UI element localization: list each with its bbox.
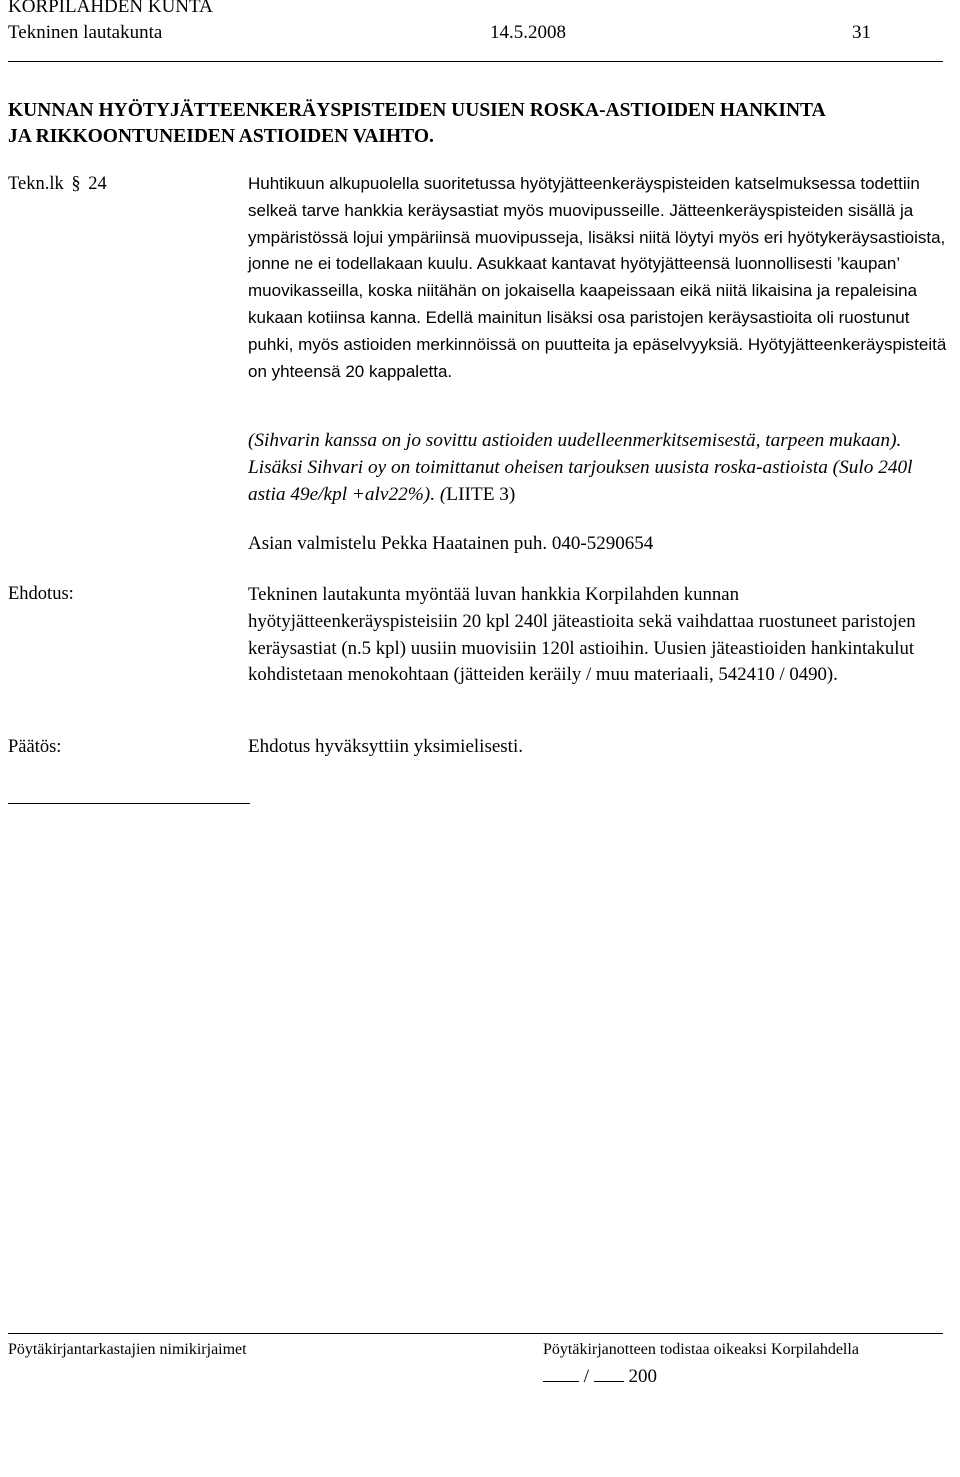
header-org: KORPILAHDEN KUNTA bbox=[8, 0, 213, 17]
section-number: 24 bbox=[88, 174, 107, 194]
date-slash: / bbox=[583, 1366, 590, 1387]
attachment-reference: LIITE 3) bbox=[446, 483, 516, 505]
proposal-text: Tekninen lautakunta myöntää luvan hankkia Korpilahden kunnan hyötyjätteenkeräyspisteisiin 20 kpl 240l jäteastioita sekä vaihdattaa ruostuneet paristojen keräysastiat (n.5 kpl) uusiin muovisiin 120l astioihin. Uusien jäteastioiden hankintakulut kohdistetaan menokohtaan (jätteiden keräily / muu materiaali, 542410 / 0490). bbox=[248, 584, 916, 686]
footer-rule bbox=[8, 1333, 943, 1334]
header-committee: Tekninen lautakunta bbox=[8, 22, 163, 43]
offer-paragraph bbox=[248, 428, 948, 508]
document-title-line-2: JA RIKKOONTUNEIDEN ASTIOIDEN VAIHTO. bbox=[8, 126, 434, 147]
proposal-label: Ehdotus: bbox=[8, 584, 74, 604]
header-date: 14.5.2008 bbox=[490, 22, 566, 43]
year-prefix: 200 bbox=[628, 1366, 658, 1387]
footer-date-blank bbox=[543, 1363, 657, 1388]
offer-paragraph-text: (Sihvarin kanssa on jo sovittu astioiden uudelleenmerkitsemisestä, tarpeen mukaan). Lisäksi Sihvari oy on toimittanut oheisen tarjouksen uusista roska-astioista (Sulo 240l astia 49e/kpl +alv22%). ( bbox=[248, 430, 913, 505]
preparer-line: Asian valmistelu Pekka Haatainen puh. 040-5290654 bbox=[248, 533, 654, 554]
decision-text: Ehdotus hyväksyttiin yksimielisesti. bbox=[248, 736, 523, 757]
document-title-line-1: KUNNAN HYÖTYJÄTTEENKERÄYSPISTEIDEN UUSIEN ROSKA-ASTIOIDEN HANKINTA bbox=[8, 100, 826, 121]
offer-paragraph-block bbox=[248, 428, 948, 508]
proposal-block bbox=[248, 582, 948, 689]
section-ref-prefix: Tekn.lk bbox=[8, 174, 64, 194]
main-paragraph-block bbox=[248, 171, 948, 385]
decision-label: Päätös: bbox=[8, 737, 62, 757]
month-blank bbox=[594, 1363, 624, 1382]
footer-left-label: Pöytäkirjantarkastajien nimikirjaimet bbox=[8, 1341, 247, 1358]
header-rule bbox=[8, 61, 943, 62]
decision-end-rule bbox=[8, 803, 250, 804]
header-page-number: 31 bbox=[852, 22, 871, 43]
main-paragraph: Huhtikuun alkupuolella suoritetussa hyötyjätteenkeräyspisteiden katselmuksessa todettiin selkeä tarve hankkia keräysastiat myös muovipusseille. Jätteenkeräyspisteiden sisällä ja ympäristössä lojui ympäriinsä muovipusseja, lisäksi niitä löytyi myös eri hyötykeräysastioista, jonne ne ei todellakaan kuulu. Asukkaat kantavat hyötyjätteensä luonnollisesti ’kaupan’ muovikasseilla, koska niitähän on jokaisella kaapeissaan eikä niitä likaisina ja repaleisina kukaan kotiinsa kanna. Edellä mainitun lisäksi osa paristojen keräysastioita oli ruostunut puhki, myös astioiden merkinnöissä on puutteita ja epäselvyyksiä. Hyötyjätteenkeräyspisteitä on yhteensä 20 kappaletta. bbox=[248, 174, 947, 381]
footer-right-label: Pöytäkirjanotteen todistaa oikeaksi Korpilahdella bbox=[543, 1341, 859, 1358]
section-sign: § bbox=[71, 174, 81, 194]
section-reference bbox=[8, 173, 107, 195]
day-blank bbox=[543, 1363, 579, 1382]
